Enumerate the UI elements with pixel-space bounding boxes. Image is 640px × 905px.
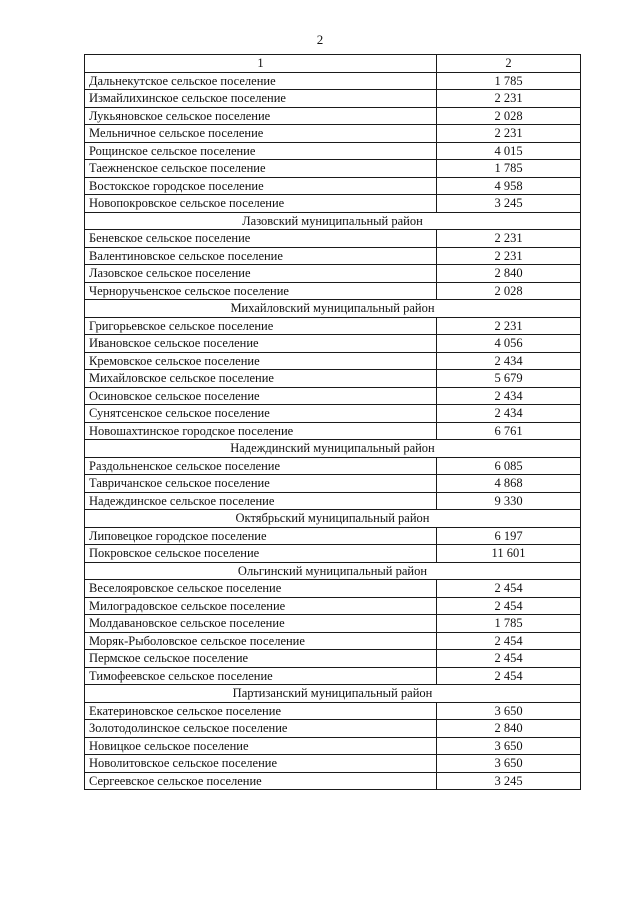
district-name: Надеждинский муниципальный район	[85, 440, 581, 458]
table-row	[85, 317, 581, 335]
table-row	[85, 755, 581, 773]
settlement-name: Раздольненское сельское поселение	[85, 457, 437, 475]
table-row	[85, 615, 581, 633]
district-name: Лазовский муниципальный район	[85, 212, 581, 230]
table-row	[85, 125, 581, 143]
settlement-value: 2 434	[437, 387, 581, 405]
settlement-value: 6 197	[437, 527, 581, 545]
settlement-name: Черноручьенское сельское поселение	[85, 282, 437, 300]
table-row	[85, 247, 581, 265]
column-header-1: 1	[85, 55, 437, 73]
settlement-value: 2 454	[437, 650, 581, 668]
settlement-name: Лукьяновское сельское поселение	[85, 107, 437, 125]
settlement-name: Надеждинское сельское поселение	[85, 492, 437, 510]
settlement-name: Пермское сельское поселение	[85, 650, 437, 668]
settlement-name: Липовецкое городское поселение	[85, 527, 437, 545]
settlement-value: 3 245	[437, 772, 581, 790]
settlement-name: Мельничное сельское поселение	[85, 125, 437, 143]
settlement-name: Измайлихинское сельское поселение	[85, 90, 437, 108]
settlement-name: Тавричанское сельское поселение	[85, 475, 437, 493]
settlement-name: Сунятсенское сельское поселение	[85, 405, 437, 423]
settlement-name: Золотодолинское сельское поселение	[85, 720, 437, 738]
settlement-name: Тимофеевское сельское поселение	[85, 667, 437, 685]
settlement-value: 4 015	[437, 142, 581, 160]
column-header-2: 2	[437, 55, 581, 73]
district-header-row	[85, 212, 581, 230]
table-row	[85, 667, 581, 685]
settlement-name: Кремовское сельское поселение	[85, 352, 437, 370]
settlement-value: 11 601	[437, 545, 581, 563]
settlement-value: 2 434	[437, 405, 581, 423]
settlement-value: 3 650	[437, 702, 581, 720]
table-row	[85, 160, 581, 178]
settlement-name: Милоградовское сельское поселение	[85, 597, 437, 615]
settlement-name: Покровское сельское поселение	[85, 545, 437, 563]
settlement-value: 3 245	[437, 195, 581, 213]
table-row	[85, 142, 581, 160]
table-row	[85, 370, 581, 388]
district-header-row	[85, 685, 581, 703]
settlement-value: 2 840	[437, 720, 581, 738]
settlement-value: 2 454	[437, 597, 581, 615]
settlement-name: Молдавановское сельское поселение	[85, 615, 437, 633]
table-row	[85, 580, 581, 598]
settlement-value: 4 868	[437, 475, 581, 493]
settlement-name: Новолитовское сельское поселение	[85, 755, 437, 773]
settlement-value: 2 028	[437, 282, 581, 300]
settlement-value: 4 958	[437, 177, 581, 195]
table-row	[85, 405, 581, 423]
settlement-name: Беневское сельское поселение	[85, 230, 437, 248]
table-row	[85, 90, 581, 108]
settlements-table	[84, 54, 581, 790]
table-header-row	[85, 55, 581, 73]
settlement-value: 2 231	[437, 90, 581, 108]
table-row	[85, 195, 581, 213]
table-row	[85, 720, 581, 738]
settlement-value: 9 330	[437, 492, 581, 510]
district-header-row	[85, 440, 581, 458]
settlement-name: Михайловское сельское поселение	[85, 370, 437, 388]
district-name: Партизанский муниципальный район	[85, 685, 581, 703]
table-row	[85, 772, 581, 790]
settlement-name: Ивановское сельское поселение	[85, 335, 437, 353]
settlement-name: Новопокровское сельское поселение	[85, 195, 437, 213]
settlement-name: Новицкое сельское поселение	[85, 737, 437, 755]
table-row	[85, 737, 581, 755]
district-name: Ольгинский муниципальный район	[85, 562, 581, 580]
settlement-value: 1 785	[437, 160, 581, 178]
table-row	[85, 475, 581, 493]
settlement-value: 4 056	[437, 335, 581, 353]
settlement-name: Сергеевское сельское поселение	[85, 772, 437, 790]
settlement-value: 3 650	[437, 755, 581, 773]
settlement-value: 2 434	[437, 352, 581, 370]
table-row	[85, 492, 581, 510]
district-name: Октябрьский муниципальный район	[85, 510, 581, 528]
table-row	[85, 422, 581, 440]
settlement-name: Востокское городское поселение	[85, 177, 437, 195]
table-row	[85, 265, 581, 283]
settlement-value: 3 650	[437, 737, 581, 755]
table-row	[85, 387, 581, 405]
table-row	[85, 527, 581, 545]
table-row	[85, 597, 581, 615]
table-row	[85, 107, 581, 125]
table-row	[85, 632, 581, 650]
table-row	[85, 545, 581, 563]
table-row	[85, 702, 581, 720]
table-row	[85, 230, 581, 248]
settlement-name: Веселояровское сельское поселение	[85, 580, 437, 598]
settlement-name: Екатериновское сельское поселение	[85, 702, 437, 720]
settlement-value: 2 231	[437, 125, 581, 143]
settlement-value: 6 761	[437, 422, 581, 440]
settlement-name: Новошахтинское городское поселение	[85, 422, 437, 440]
settlement-value: 2 028	[437, 107, 581, 125]
page-number: 2	[316, 32, 324, 47]
table-row	[85, 177, 581, 195]
settlement-value: 2 454	[437, 580, 581, 598]
table-row	[85, 457, 581, 475]
district-name: Михайловский муниципальный район	[85, 300, 581, 318]
settlement-name: Лазовское сельское поселение	[85, 265, 437, 283]
table-row	[85, 335, 581, 353]
table-row	[85, 352, 581, 370]
settlement-value: 6 085	[437, 457, 581, 475]
settlement-value: 2 231	[437, 230, 581, 248]
district-header-row	[85, 300, 581, 318]
table-body	[85, 72, 581, 790]
settlement-name: Осиновское сельское поселение	[85, 387, 437, 405]
settlement-value: 2 454	[437, 667, 581, 685]
settlement-value: 2 454	[437, 632, 581, 650]
settlement-name: Дальнекутское сельское поселение	[85, 72, 437, 90]
settlement-value: 1 785	[437, 615, 581, 633]
settlement-value: 5 679	[437, 370, 581, 388]
settlement-name: Моряк-Рыболовское сельское поселение	[85, 632, 437, 650]
district-header-row	[85, 510, 581, 528]
table-row	[85, 72, 581, 90]
settlement-name: Таежненское сельское поселение	[85, 160, 437, 178]
district-header-row	[85, 562, 581, 580]
settlement-name: Рощинское сельское поселение	[85, 142, 437, 160]
table-row	[85, 650, 581, 668]
settlement-value: 2 231	[437, 247, 581, 265]
settlement-name: Григорьевское сельское поселение	[85, 317, 437, 335]
settlement-value: 2 231	[437, 317, 581, 335]
table-row	[85, 282, 581, 300]
settlement-value: 1 785	[437, 72, 581, 90]
settlement-value: 2 840	[437, 265, 581, 283]
settlement-name: Валентиновское сельское поселение	[85, 247, 437, 265]
